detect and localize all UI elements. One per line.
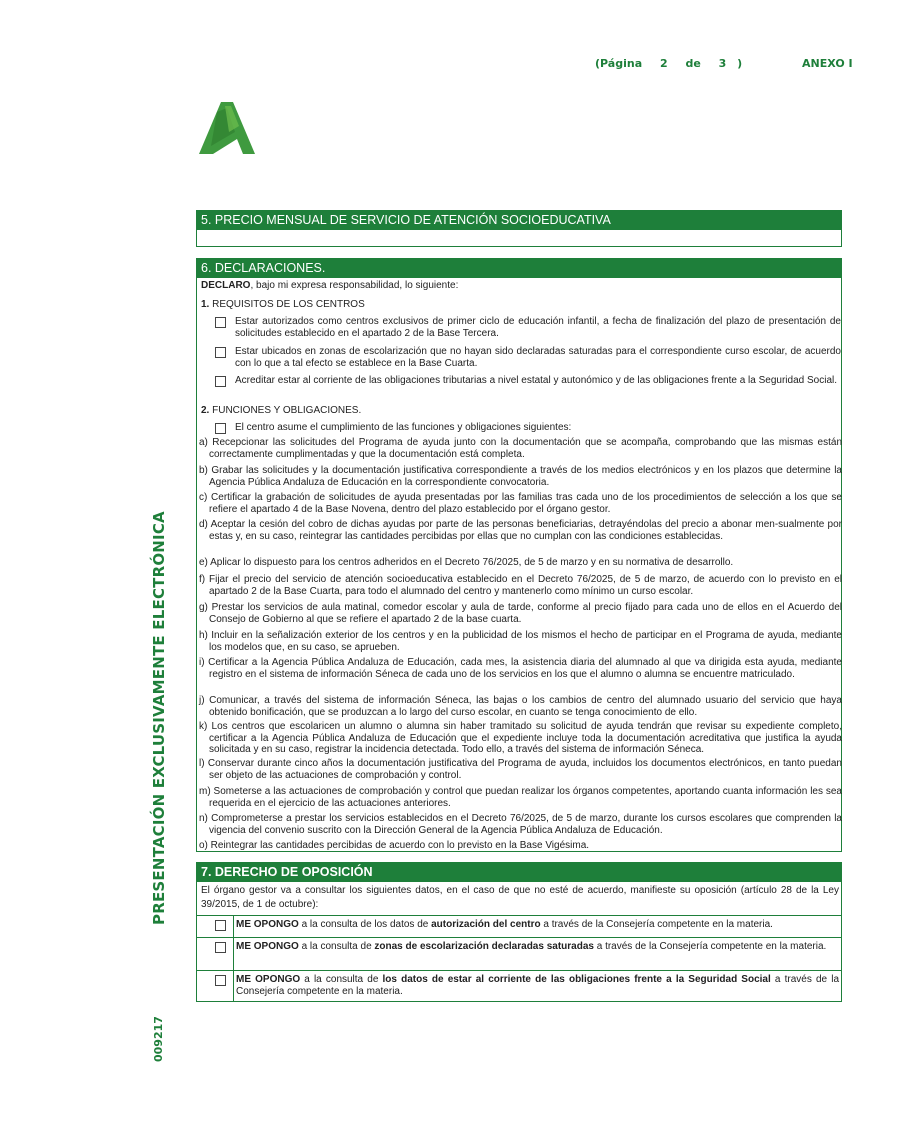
obligation-j: j) Comunicar, a través del sistema de información Séneca, las bajas o los cambios de centro del alumnado usuario del servicio que haya obtenido bonificación, que se produzcan a lo largo del curso escolar, en cuanto se tenga conocimiento de ello. bbox=[199, 695, 842, 718]
junta-andalucia-logo-icon bbox=[199, 102, 255, 154]
page-suffix: ) bbox=[737, 57, 743, 70]
opp3-c: los datos de estar al corriente de las obligaciones frente a la Seguridad Social bbox=[382, 974, 771, 985]
obligation-h: h) Incluir en la señalización exterior de los centros y en la publicidad de los mismos el hecho de participar en el Programa de ayuda, mediante los modelos que, en su caso, se aprueben. bbox=[199, 630, 842, 653]
page-indicator bbox=[595, 57, 742, 70]
section-5 bbox=[196, 210, 842, 247]
opp2-b: a la consulta de bbox=[298, 941, 375, 952]
opp2-c: zonas de escolarización declaradas saturadas bbox=[374, 941, 594, 952]
page-prefix: (Página bbox=[595, 57, 643, 70]
opposition-1-checkbox[interactable] bbox=[215, 920, 226, 931]
obligation-i: i) Certificar a la Agencia Pública Andaluza de Educación, cada mes, la asistencia diaria del alumnado al que va dirigida esta ayuda, mediante registro en el sistema de información Séneca de cada uno de los servicios en los que el alumno o alumna se encuentre matriculado. bbox=[199, 657, 842, 680]
obligation-c: c) Certificar la grabación de solicitudes de ayuda presentadas por las familias tras cada uno de los procedimientos de selección a los que se refiere el apartado 4 de la Base Novena, dentro del plazo establecido por el órgano gestor. bbox=[199, 492, 842, 515]
obligation-o: o) Reintegrar las cantidades percibidas de acuerdo con lo previsto en la Base Vigésima. bbox=[199, 840, 590, 851]
page-total: 3 bbox=[718, 57, 727, 70]
section-6 bbox=[196, 258, 842, 852]
sub2-label: FUNCIONES Y OBLIGACIONES. bbox=[209, 405, 362, 416]
requisito-2-text: Estar ubicados en zonas de escolarización que no hayan sido declaradas saturadas para el correspondiente curso escolar, de acuerdo con lo que a tal efecto se establece en la Base Cuarta. bbox=[235, 346, 841, 369]
opposition-3-checkbox[interactable] bbox=[215, 975, 226, 986]
opposition-row-2 bbox=[197, 937, 841, 970]
opposition-2-text bbox=[236, 941, 839, 953]
declaro-line bbox=[201, 280, 837, 292]
section-5-title: 5. PRECIO MENSUAL DE SERVICIO DE ATENCIÓN SOCIOEDUCATIVA bbox=[197, 211, 841, 230]
section-7 bbox=[196, 862, 842, 1002]
obligation-k: k) Los centros que escolaricen un alumno o alumna sin haber tramitado su solicitud de ayuda tendrán que revisar su expediente completo, certificar a la Agencia Pública Andaluza de Educación que el expediente incluye toda la documentación acreditativa que justifica la ayuda solicitada y en su caso, registrar la incidencia detectada. Todo ello, a través del sistema de información Séneca. bbox=[199, 721, 842, 755]
opposition-row-1-cell bbox=[197, 916, 234, 937]
obligation-l: l) Conservar durante cinco años la documentación justificativa del Programa de ayuda, incluidos los documentos electrónicos, en tanto puedan ser objeto de las actuaciones de comprobación y control. bbox=[199, 758, 842, 781]
form-code: 009217 bbox=[152, 1016, 165, 1062]
opp3-b: a la consulta de bbox=[300, 974, 383, 985]
requisito-3-text: Acreditar estar al corriente de las obligaciones tributarias a nivel estatal y autonómico y de las obligaciones frente a la Seguridad Social. bbox=[235, 375, 838, 386]
sub1-label: REQUISITOS DE LOS CENTROS bbox=[209, 299, 365, 310]
opposition-1-text bbox=[236, 919, 839, 931]
page-of: de bbox=[685, 57, 701, 70]
obligation-n: n) Comprometerse a prestar los servicios establecidos en el Decreto 76/2025, de 5 de marzo, durante los cursos escolares que comprenden la vigencia del convenio suscrito con la Dirección General de la Agencia Pública Andaluza de Educación. bbox=[199, 813, 842, 836]
subsection-funciones bbox=[201, 405, 361, 416]
requisito-1-text: Estar autorizados como centros exclusivos de primer ciclo de educación infantil, a fecha de finalización del plazo de presentación de solicitudes establecido en el apartado 2 de la Base Tercera. bbox=[235, 316, 841, 339]
vertical-presentation-label: PRESENTACIÓN EXCLUSIVAMENTE ELECTRÓNICA bbox=[150, 511, 168, 925]
opposition-2-checkbox[interactable] bbox=[215, 942, 226, 953]
funciones-text: El centro asume el cumplimiento de las funciones y obligaciones siguientes: bbox=[235, 422, 572, 433]
section-7-title: 7. DERECHO DE OPOSICIÓN bbox=[197, 863, 841, 882]
opposition-3-text bbox=[236, 974, 839, 997]
obligation-e: e) Aplicar lo dispuesto para los centros adheridos en el Decreto 76/2025, de 5 de marzo y en su normativa de desarrollo. bbox=[199, 557, 734, 568]
funciones-checkbox[interactable] bbox=[215, 423, 226, 434]
annex-label: ANEXO I bbox=[802, 57, 853, 70]
subsection-requisitos bbox=[201, 299, 365, 310]
obligation-m: m) Someterse a las actuaciones de comprobación y control que puedan realizar los órganos competentes, aportando cuanta información les sea requerida en el ejercicio de las actuaciones anteriores. bbox=[199, 786, 842, 809]
obligation-f: f) Fijar el precio del servicio de atención socioeducativa establecido en el Decreto 76/2025, de 5 de marzo, de acuerdo con lo previsto en el apartado 2 de la Base Cuarta, para todo el alumnado del centro y mantenerlo como mínimo un curso escolar. bbox=[199, 574, 842, 597]
opp1-b: a la consulta de los datos de bbox=[298, 919, 432, 930]
opposition-row-2-cell bbox=[197, 938, 234, 970]
declaro-rest: , bajo mi expresa responsabilidad, lo siguiente: bbox=[250, 280, 459, 291]
obligation-b: b) Grabar las solicitudes y la documentación justificativa correspondiente a través de los medios electrónicos y en los plazos que determine la Agencia Pública Andaluza de Educación en la correspondiente convocatoria. bbox=[199, 465, 842, 488]
opp1-a: ME OPONGO bbox=[236, 919, 299, 930]
obligation-a: a) Recepcionar las solicitudes del Programa de ayuda junto con la documentación que se acompaña, comprobando que las mismas están correctamente cumplimentadas y que la documentación está completa. bbox=[199, 437, 842, 460]
opp2-a: ME OPONGO bbox=[236, 941, 299, 952]
requisito-3-checkbox[interactable] bbox=[215, 376, 226, 387]
requisito-1-checkbox[interactable] bbox=[215, 317, 226, 328]
obligation-g: g) Prestar los servicios de aula matinal, comedor escolar y aula de tarde, conforme al precio fijado para cada uno de ellos en el Acuerdo del Consejo de Gobierno al que se refiere el apartado 2 de la base cuarta. bbox=[199, 602, 842, 625]
opp3-d: a través de la Consejería competente en la materia. bbox=[236, 974, 840, 997]
sub2-num: 2. bbox=[201, 405, 210, 416]
opp1-c: autorización del centro bbox=[431, 919, 541, 930]
monthly-price-field[interactable] bbox=[197, 230, 841, 246]
section-6-title: 6. DECLARACIONES. bbox=[197, 259, 841, 278]
opposition-row-1 bbox=[197, 915, 841, 937]
opp2-d: a través de la Consejería competente en la materia. bbox=[593, 941, 827, 952]
requisito-2-checkbox[interactable] bbox=[215, 347, 226, 358]
page-current: 2 bbox=[659, 57, 668, 70]
sub1-num: 1. bbox=[201, 299, 210, 310]
declaro-bold: DECLARO bbox=[201, 280, 251, 291]
obligation-d: d) Aceptar la cesión del cobro de dichas ayudas por parte de las personas beneficiarias, detrayéndolas del precio a abonar men-sualmente por estas y, en su caso, reintegrar las cantidades percibidas por ellas que no cumplan con las condiciones establecidas. bbox=[199, 519, 842, 542]
opp1-d: a través de la Consejería competente en la materia. bbox=[540, 919, 773, 930]
opposition-row-3-cell bbox=[197, 971, 234, 1001]
opposition-intro: El órgano gestor va a consultar los siguientes datos, en el caso de que no esté de acuerdo, manifieste su oposición (artículo 28 de la Ley 39/2015, de 1 de octubre): bbox=[201, 885, 839, 910]
opposition-row-3 bbox=[197, 970, 841, 1001]
opp3-a: ME OPONGO bbox=[236, 974, 301, 985]
